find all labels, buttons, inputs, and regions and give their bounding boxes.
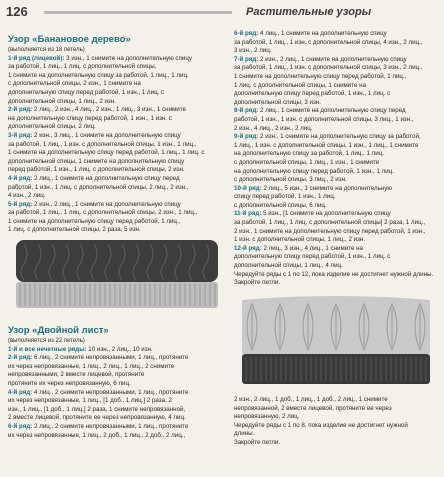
instruction-line	[8, 397, 230, 406]
row-label: 3-й ряд:	[8, 131, 33, 139]
instruction-line	[234, 193, 440, 202]
instruction-line	[8, 158, 226, 167]
row-text: 2 изн., 2 лиц., 1 снимите на дополнительную спицу	[32, 200, 181, 208]
row-text: дополнительной спицы, 1 лиц., 4 лиц.	[234, 262, 343, 270]
page-header	[0, 0, 444, 24]
row-text: 2 изн., 2 лиц., 1 доб., 1 лиц., 1 доб., 2 лиц., 1 снимите	[234, 396, 388, 403]
instruction-line	[8, 226, 226, 235]
instruction-line	[234, 228, 440, 237]
instruction-line	[234, 219, 440, 228]
row-text: дополнительной спицы, 2 лиц.	[8, 123, 96, 131]
pattern1-gauge: (выполняется из 18 петель)	[8, 47, 85, 53]
row-text: с дополнительной спицы, 2 изн., 1 снимите на	[8, 80, 141, 88]
row-text: 5 изн., [1 снимите на дополнительную спицу	[261, 210, 391, 218]
row-text: работой, 1 изн., 1 изн. с дополнительной спицы, 3 лиц., 1 изн.,	[234, 115, 414, 123]
instruction-line	[234, 39, 440, 48]
instruction-line	[8, 363, 230, 372]
instruction-line	[8, 414, 230, 423]
row-text: 4 лиц., 2 снимите непровязанными, 1 лиц., протяните	[32, 388, 189, 396]
row-text: с дополнительной спицы, 6 лиц.	[234, 201, 327, 209]
instruction-line	[234, 159, 440, 168]
instruction-line	[234, 176, 440, 185]
row-label: 1-й и все нечетные ряды:	[8, 345, 87, 353]
instruction-line	[234, 185, 440, 194]
row-text: 1 лиц. с дополнительной спицы, 2 раза, 5 изн.	[8, 226, 141, 234]
instruction-line	[234, 82, 440, 91]
row-text: 4 лиц., 1 снимите на дополнительную спицу	[258, 30, 387, 37]
row-text: с дополнительной спицы, 3 лиц., 2 изн.	[234, 176, 347, 184]
row-text: непровязанной, 2 вместе лицевой, протяните ее через	[234, 404, 392, 412]
row-text: 3 изн., 1 снимите на дополнительную спицу	[64, 54, 192, 62]
row-text: протяните их через непровязанную, 6 лиц.	[8, 379, 131, 387]
row-text: 2 изн., 1 снимите на дополнительную спицу за работой,	[258, 133, 421, 141]
row-text: 1 снимите на дополнительную спицу перед работой, 1 лиц.,	[234, 72, 407, 80]
instruction-line	[234, 253, 440, 262]
row-text: за работой, 1 лиц., 1 лиц. с дополнительной спицы] 2 раза, 1 лиц.,	[234, 219, 426, 227]
instruction-line	[8, 218, 226, 227]
row-text: 2 изн., 2 лиц., 1 снимите на дополнительную спицу	[258, 55, 407, 63]
instruction-line	[234, 73, 440, 82]
instruction-line	[234, 262, 440, 271]
instruction-line	[234, 125, 440, 134]
row-label: 4-й ряд:	[8, 174, 33, 182]
instruction-line	[234, 271, 440, 280]
row-label: 7-й ряд:	[234, 55, 259, 63]
instruction-line	[234, 142, 440, 151]
row-label: 9-й ряд:	[234, 133, 259, 141]
instruction-line	[8, 423, 230, 432]
pattern2-instructions-left	[8, 346, 230, 441]
row-text: 1 снимите на дополнительную спицу за работой, 1 лиц., 1 лиц.	[8, 71, 189, 79]
row-text: 2 лиц., 3 изн., 4 лиц., 1 снимите на	[261, 244, 363, 252]
instruction-line	[234, 107, 440, 116]
pattern1-instructions-right	[234, 30, 440, 288]
pattern2-left-column	[8, 325, 230, 440]
instruction-line	[8, 98, 226, 107]
instruction-line	[234, 116, 440, 125]
instruction-line	[234, 245, 440, 254]
row-text: дополнительную спицу перед работой, 1 изн., 1 лиц. с	[234, 253, 391, 261]
instruction-line	[8, 432, 230, 441]
page-number: 126	[6, 4, 28, 19]
instruction-line	[8, 166, 226, 175]
row-label: 4-й ряд:	[8, 388, 33, 396]
instruction-line	[234, 168, 440, 177]
instruction-line	[8, 389, 230, 398]
row-text: Чередуйте ряды с 1 по 8, пока изделие не достигнет нужной	[234, 421, 408, 429]
pattern1-title: Узор «Банановое дерево»	[8, 34, 131, 45]
instruction-line	[8, 80, 226, 89]
row-text: 1 снимите на дополнительную спицу перед работой, 1 лиц.,	[8, 217, 181, 225]
instruction-line	[8, 63, 226, 72]
row-text: 6 лиц., 2 снимите непровязанными, 1 лиц., протяните	[32, 354, 189, 362]
row-text: перед работой, 1 изн., 1 лиц. с дополнительной спицы, 2 изн.	[8, 166, 185, 174]
row-text: 2 изн., 3 лиц., 1 снимите на дополнительную спицу	[32, 131, 181, 139]
row-label: 6-й ряд:	[234, 30, 259, 37]
instruction-line	[234, 422, 440, 431]
row-text: за работой, 1 лиц., 1 изн. с дополнительной спицы, 1 изн., 1 лиц.,	[8, 140, 197, 148]
instruction-line	[234, 430, 440, 439]
instruction-line	[234, 236, 440, 245]
instruction-line	[234, 396, 440, 405]
row-label: 8-й ряд:	[234, 107, 259, 115]
instruction-line	[234, 413, 440, 422]
row-text: непровязанную, 2 лиц.	[234, 413, 300, 421]
section-title: Растительные узоры	[246, 6, 372, 18]
row-label: 1-й ряд (лицевой):	[8, 54, 65, 62]
row-text: 2 лиц., 2 изн., 4 лиц., 2 изн., 1 лиц., 3 изн., 1 снимите	[32, 106, 186, 114]
row-text: дополнительной спицы, 3 изн.	[234, 98, 321, 106]
row-text: 1 изн. с дополнительной спицы, 1 лиц., 2 изн.	[234, 236, 366, 244]
instruction-line	[234, 56, 440, 65]
instruction-line	[8, 346, 230, 355]
row-text: Чередуйте ряды с 1 по 12, пока изделие не достигнет нужной длины.	[234, 270, 434, 278]
row-label: 2-й ряд:	[8, 106, 33, 114]
row-text: 3 изн., 2 лиц.	[234, 47, 272, 55]
pattern1-left-column	[8, 34, 226, 235]
instruction-line	[8, 371, 230, 380]
instruction-line	[234, 279, 440, 288]
row-text: 2 изн., 4 лиц., 2 изн., 2 лиц.	[234, 124, 313, 132]
double-leaf-swatch-image	[236, 296, 436, 388]
pattern2-title: Узор «Двойной лист»	[8, 325, 109, 336]
row-text: их через непровязанные, 1 лиц., 2 лиц., 1 лиц., 2 снимите	[8, 362, 175, 370]
row-label: 12-й ряд:	[234, 244, 262, 252]
instruction-line	[234, 99, 440, 108]
header-divider	[44, 11, 232, 14]
row-label: 5-й ряд:	[8, 200, 33, 208]
instruction-line	[8, 106, 226, 115]
row-text: 1 снимите на дополнительную спицу перед работой, 1 лиц., 1 лиц. с	[8, 149, 205, 157]
instruction-line	[8, 123, 226, 132]
row-text: длины.	[234, 430, 255, 438]
row-text: их через непровязанные, 1 лиц., 2 доб., 1 лиц., 2 доб., 2 лиц.,	[8, 431, 186, 439]
instruction-line	[8, 406, 230, 415]
instruction-line	[8, 72, 226, 81]
row-text: 1 лиц. с дополнительной спицы, 1 снимите на	[234, 81, 367, 89]
banana-tree-swatch-image	[14, 238, 220, 312]
instruction-line	[234, 202, 440, 211]
row-text: непровязанными, 2 вместе лицевой, протяните	[8, 371, 145, 379]
row-text: 1 лиц., 1 изн. с дополнительной спицы, 1 изн., 1 лиц., 1 снимите	[234, 141, 419, 149]
row-text: 2 лиц., 1 снимите на дополнительную спицу перед	[32, 174, 180, 182]
row-text: 2 лиц., 5 изн., 1 снимите на дополнительную	[261, 184, 392, 192]
row-text: с дополнительной спицы, 1 лиц., 1 изн., 1 снимите	[234, 158, 380, 166]
pattern2-right-column	[234, 396, 440, 448]
instruction-line	[8, 89, 226, 98]
instruction-line	[8, 175, 226, 184]
pattern1-right-column	[234, 30, 440, 288]
instruction-line	[234, 150, 440, 159]
instruction-line	[8, 55, 226, 64]
row-text: работой, 1 изн., 1 лиц. с дополнительной спицы, 2 лиц., 2 изн.,	[8, 183, 189, 191]
pattern1-instructions-left	[8, 55, 226, 235]
instruction-line	[234, 30, 440, 39]
row-text: Закройте петли.	[234, 438, 281, 446]
instruction-line	[234, 90, 440, 99]
row-text: за работой, 1 лиц., 1 лиц. с дополнительной спицы, 2 изн., 1 лиц.,	[8, 209, 198, 217]
instruction-line	[8, 115, 226, 124]
instruction-line	[8, 184, 226, 193]
instruction-line	[234, 47, 440, 56]
row-label: 10-й ряд:	[234, 184, 262, 192]
row-text: дополнительной спицы, 1 лиц., 2 изн.	[8, 97, 116, 105]
row-text: 2 лиц., 2 снимите непровязанными, 1 лиц., протяните	[32, 422, 189, 430]
row-text: их через непровязанные, 1 лиц., [1 доб., 1 лиц.] 2 раза, 2	[8, 397, 172, 405]
row-label: 2-й ряд:	[8, 354, 33, 362]
row-text: спицу перед работой, 1 изн., 1 лиц.	[234, 193, 336, 201]
row-text: за работой, 1 лиц., 1 изн. с дополнительной спицы, 4 изн., 2 лиц.,	[234, 38, 423, 46]
instruction-line	[234, 210, 440, 219]
instruction-line	[8, 209, 226, 218]
row-text: дополнительной спицы, 1 снимите на дополнительную спицу	[8, 157, 185, 165]
instruction-line	[8, 132, 226, 141]
row-text: на дополнительную спицу перед работой, 1 изн., 1 лиц.	[234, 167, 394, 175]
row-text: 2 изн., 1 снимите на дополнительную спицу перед работой, 1 изн.,	[234, 227, 426, 235]
row-text: Закройте петли.	[234, 279, 281, 287]
pattern2-gauge: (выполняется из 22 петель)	[8, 338, 85, 344]
row-text: за работой, 1 лиц., 1 изн. с дополнительной спицы, 3 изн., 2 лиц.,	[234, 64, 423, 72]
row-text: дополнительную спицу перед работой, 1 изн., 1 лиц. с	[234, 90, 391, 98]
row-text: 2 лиц., 1 снимите на дополнительную спицу перед	[258, 107, 406, 115]
row-text: на дополнительную спицу за работой, 1 лиц., 1 лиц.	[234, 150, 384, 158]
pattern2-instructions-right	[234, 396, 440, 448]
row-text: изн., 1 лиц., [1 доб., 1 лиц.] 2 раза, 1 снимите непровязанной,	[8, 405, 186, 413]
instruction-line	[8, 380, 230, 389]
row-label: 11-й ряд:	[234, 210, 262, 218]
row-text: 4 изн., 2 лиц.	[8, 192, 46, 200]
row-label: 6-й ряд:	[8, 422, 33, 430]
instruction-line	[234, 133, 440, 142]
instruction-line	[8, 149, 226, 158]
row-text: 10 изн., 2 лиц., 10 изн.	[86, 345, 153, 353]
row-text: на дополнительную спицу перед работой, 1 изн., 1 изн. с	[8, 114, 172, 122]
instruction-line	[8, 141, 226, 150]
instruction-line	[234, 439, 440, 448]
row-text: дополнительную спицу перед работой, 1 изн., 1 лиц. с	[8, 88, 165, 96]
instruction-line	[8, 201, 226, 210]
instruction-line	[8, 192, 226, 201]
instruction-line	[234, 64, 440, 73]
row-text: за работой, 1 лиц., 1 лиц. с дополнительной спицы,	[8, 63, 157, 71]
instruction-line	[8, 354, 230, 363]
row-text: 2 вместе лицевой, протяните ее через непровязанную, 4 лиц.	[8, 414, 186, 422]
instruction-line	[234, 405, 440, 414]
